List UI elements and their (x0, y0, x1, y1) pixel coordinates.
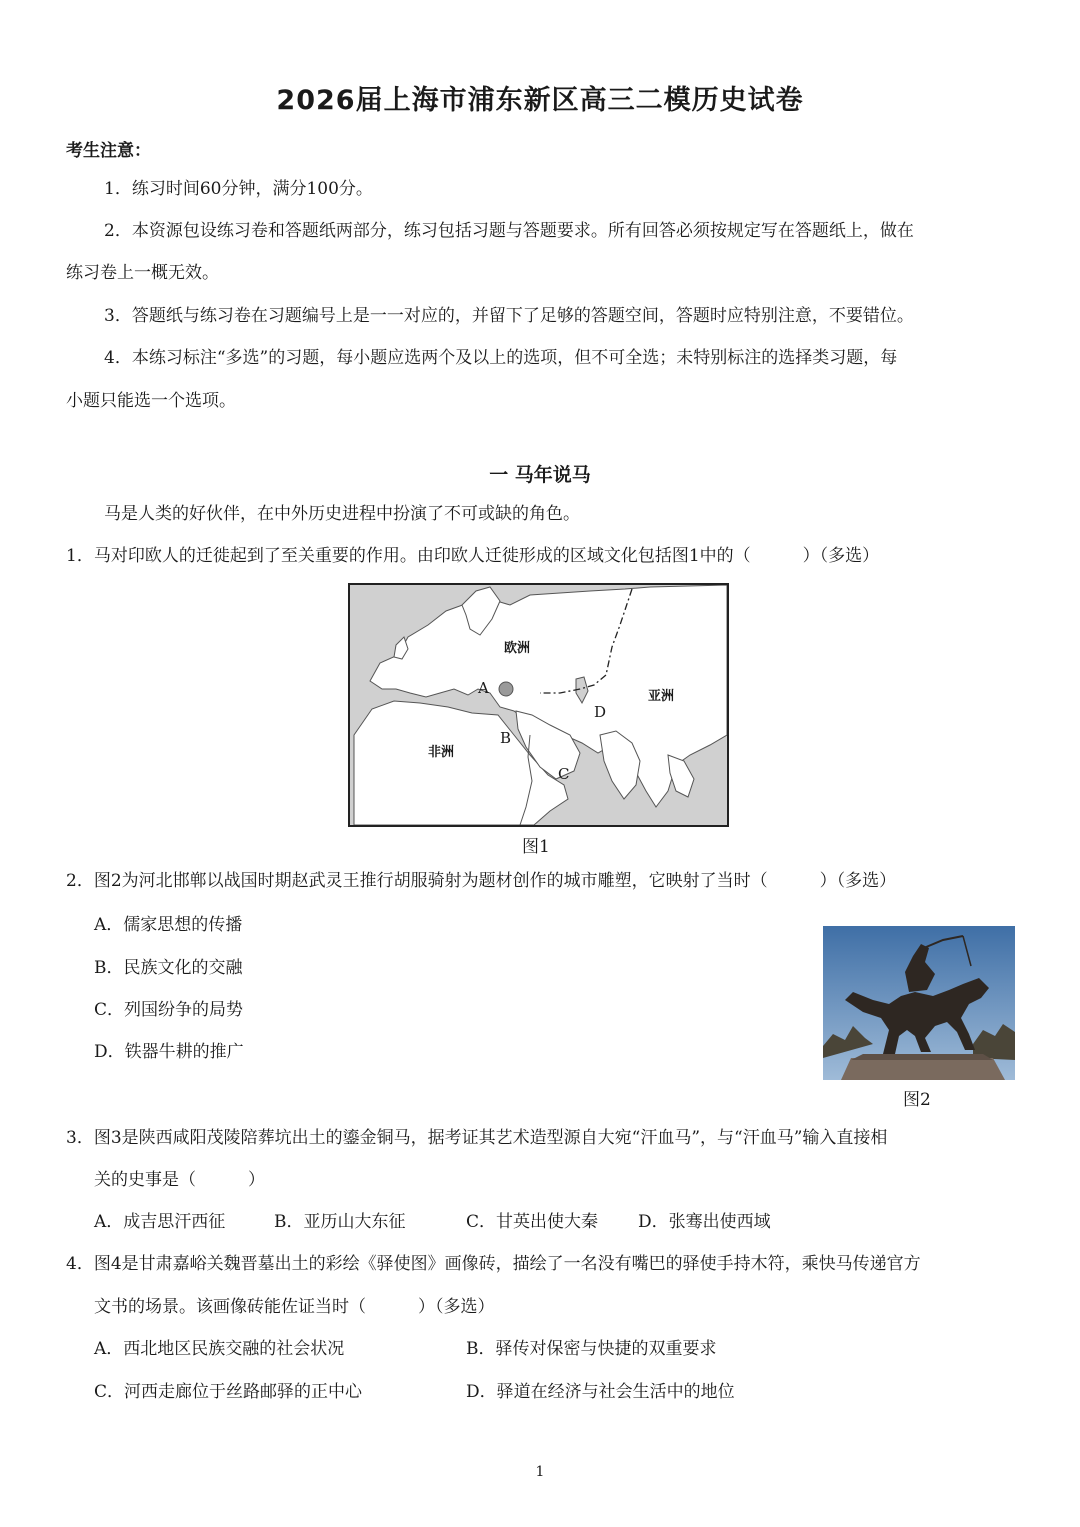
question-3-option-c[interactable]: C．甘英出使大秦 (466, 1212, 599, 1232)
map-letter-b: B (500, 729, 512, 747)
question-4-option-d[interactable]: D．驿道在经济与社会生活中的地位 (466, 1382, 735, 1402)
question-4 (94, 1296, 495, 1318)
question-4-option-a[interactable]: A．西北地区民族交融的社会状况 (94, 1339, 345, 1359)
map-shapes (350, 585, 727, 825)
question-2-option-c[interactable]: C．列国纷争的局势 (94, 1000, 244, 1020)
page-title: 2026届上海市浦东新区高三二模历史试卷 (276, 85, 804, 116)
map-letter-c: C (558, 765, 570, 783)
map-label-africa: 非洲 (428, 745, 455, 760)
question-3-stem-line-1: 3．图3是陕西咸阳茂陵陪葬坑出土的鎏金铜马，据考证其艺术造型源自大宛“汗血马”，与“汗血马”输入直接相 (66, 1128, 888, 1148)
question-1 (66, 545, 879, 567)
notice-item-4: 4．本练习标注“多选”的习题，每小题应选两个及以上的选项，但不可全选；未特别标注的选择类习题，每 (104, 348, 898, 368)
question-1-stem: 1．马对印欧人的迁徙起到了至关重要的作用。由印欧人迁徙形成的区域文化包括图1中的（ (66, 546, 751, 566)
notice-heading: 考生注意： (66, 141, 151, 161)
question-3-tail: ） (248, 1170, 265, 1190)
question-2-option-b[interactable]: B．民族文化的交融 (94, 958, 243, 978)
figure-2-caption: 图2 (903, 1090, 931, 1110)
page-number: 1 (535, 1464, 545, 1480)
question-4-option-c[interactable]: C．河西走廊位于丝路邮驿的正中心 (94, 1382, 363, 1402)
question-3-option-a[interactable]: A．成吉思汗西征 (94, 1212, 226, 1232)
question-3 (94, 1169, 265, 1191)
map-letter-d: D (594, 703, 607, 721)
statue-image (823, 926, 1015, 1080)
question-2-stem: 2．图2为河北邯郸以战国时期赵武灵王推行胡服骑射为题材创作的城市雕塑，它映射了当时（ (66, 871, 768, 891)
map-letter-a: A (478, 679, 489, 697)
section-title: 一 马年说马 (489, 464, 591, 486)
figure-1-map (348, 583, 729, 827)
question-3-option-b[interactable]: B．亚历山大东征 (274, 1212, 406, 1232)
question-4-stem-line-1: 4．图4是甘肃嘉峪关魏晋墓出土的彩绘《驿使图》画像砖，描绘了一名没有嘴巴的驿使手持木符，乘快马传递官方 (66, 1254, 921, 1274)
section-intro: 马是人类的好伙伴，在中外历史进程中扮演了不可或缺的角色。 (104, 504, 580, 524)
question-4-option-b[interactable]: B．驿传对保密与快捷的双重要求 (466, 1339, 717, 1359)
notice-item-4-cont: 小题只能选一个选项。 (66, 391, 236, 411)
question-2 (66, 870, 896, 892)
question-4-tail: ）（多选） (418, 1297, 495, 1317)
question-3-stem-line-2: 关的史事是（ (94, 1170, 196, 1190)
notice-item-1: 1．练习时间60分钟，满分100分。 (104, 179, 373, 199)
notice-item-2-cont: 练习卷上一概无效。 (66, 263, 219, 283)
figure-2-photo (823, 926, 1015, 1080)
question-2-option-d[interactable]: D．铁器牛耕的推广 (94, 1042, 244, 1062)
question-2-option-a[interactable]: A．儒家思想的传播 (94, 915, 243, 935)
map-label-asia: 亚洲 (648, 689, 675, 704)
notice-item-2: 2．本资源包设练习卷和答题纸两部分，练习包括习题与答题要求。所有回答必须按规定写在答题纸上，做在 (104, 221, 914, 241)
question-3-option-d[interactable]: D．张骞出使西域 (638, 1212, 771, 1232)
question-2-tail: ）（多选） (819, 871, 897, 891)
notice-item-3: 3．答题纸与练习卷在习题编号上是一一对应的，并留下了足够的答题空间，答题时应特别注意，不要错位。 (104, 306, 914, 326)
question-4-stem-line-2: 文书的场景。该画像砖能佐证当时（ (94, 1297, 366, 1317)
question-1-tail: ）（多选） (802, 546, 880, 566)
figure-1-caption: 图1 (522, 837, 550, 857)
map-label-europe: 欧洲 (504, 641, 531, 656)
